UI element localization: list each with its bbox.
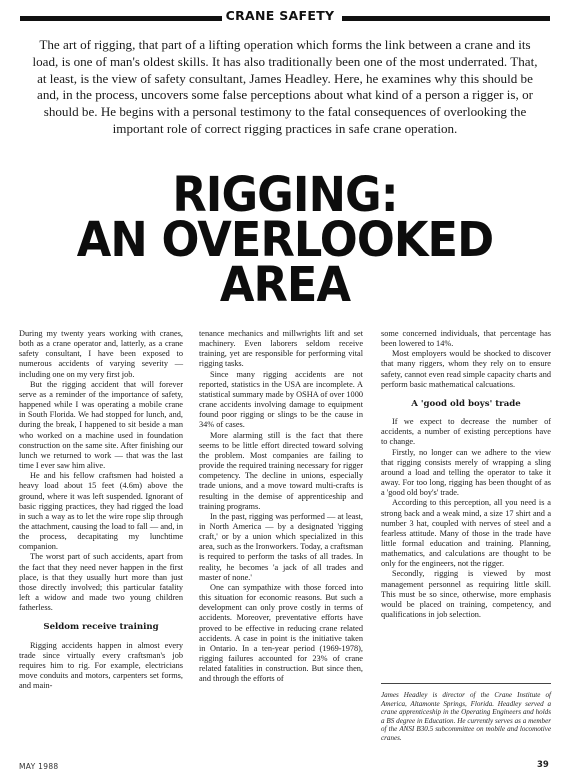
section-label: CRANE SAFETY (225, 8, 335, 23)
body-column-2 (199, 329, 363, 684)
paragraph: But the rigging accident that will forever serve as a reminder of the importance of safety, happened while I was operating a mobile crane in South Florida. We had stopped for lunch, and, during the break, I happened to sit beside a man who worked on a machine used in foundation construction on the same site. After finishing our lunch we returned to work — that was the last time I ever saw him alive. (19, 379, 183, 471)
header-rule-right (342, 16, 550, 21)
paragraph: Most employers would be shocked to discover that many riggers, whom they rely on to ensure safety, cannot even read simple capacity charts and perform basic mathematical calcuations. (381, 349, 551, 389)
title-line-3: AREA (219, 257, 351, 313)
paragraph: Firstly, no longer can we adhere to the view that rigging consists merely of wrapping a sling around a load and telling the operator to take it away. For too long, rigging has been thought of as a 'good old boy's' trade. (381, 447, 551, 498)
paragraph: According to this perception, all you need is a strong back and a weak mind, a size 17 shirt and a number 3 hat, coupled with nerves of steel and a fearless attitude. Many of those in the trade have little formal education and training. Planning, mathematics, and calculations are thought to be only for the engineers, not the rigger. (381, 498, 551, 569)
subheading-good-old-boys-trade: A 'good old boys' trade (411, 398, 521, 409)
paragraph: One can sympathize with those forced into this situation for economic reasons. But such a development can only prove costly in terms of accidents. Moreover, preventative efforts have proved to be effective in reducing crane related accidents. A case in point is the initiative taken in Ontario. In a ten-year period (1969-1978), rigging failures accounted for 23% of crane related fatalities in construction. But since then, and through the efforts of (199, 582, 363, 684)
paragraph: tenance mechanics and millwrights lift and set machinery. Even laborers seldom receive training, yet are responsible for performing vital rigging tasks. (199, 329, 363, 369)
body-column-3 (381, 329, 551, 620)
paragraph: During my twenty years working with cranes, both as a crane operator and, latterly, as a crane safety consultant, I have been exposed to numerous accidents of varying severity — including one on my very first job. (19, 329, 183, 379)
paragraph: More alarming still is the fact that there seems to be little effort directed toward solving the problem. Most companies are failing to provide the required training necessary for rigger competency. The decline in unions, especially trade unions, and a move toward multi-crafts is resulting in the demise of apprenticeship and training programs. (199, 430, 363, 511)
paragraph: some concerned individuals, that percentage has been lowered to 14%. (381, 329, 551, 349)
paragraph: Rigging accidents happen in almost every trade since virtually every craftsman's job requires him to rig. For example, electricians move conduits and motors, carpenters set forms, and main- (19, 640, 183, 691)
header-rule-left (20, 16, 222, 21)
title-line-2: AN OVERLOOKED (76, 212, 494, 268)
paragraph: The worst part of such accidents, apart from the fact that they need never happen in the first place, is that they usually hurt more than just those directly involved; this particular fatality left a widow and made two young children fatherless. (19, 552, 183, 613)
paragraph: If we expect to decrease the number of accidents, a number of existing perceptions have to change. (381, 417, 551, 447)
intro-deck: The art of rigging, that part of a lifting operation which forms the link between a crane and its load, is one of man's oldest skills. It has also traditionally been one of the most underrated. That, at least, is the view of safety consultant, James Headley. Here, he examines why this should be and, in the process, uncovers some false perceptions about what kind of a person a rigger is, or should be. He begins with a personal testimony to the fatal consequences of overlooking the important role of correct rigging practices in safe crane operation. (32, 37, 538, 136)
paragraph: He and his fellow craftsmen had hoisted a heavy load about 15 feet (4.6m) above the ground, where it was left suspended. Ignorant of basic rigging practices, they had rigged the load in such a way as to let the wire rope slip through the attachment, causing the load to fall — and, in the process, decapitating my lunchtime companion. (19, 471, 183, 552)
subheading-seldom-receive-training: Seldom receive training (43, 622, 159, 633)
author-bio: James Headley is director of the Crane Institute of America, Altamonte Springs, Florida. Headley served a crane apprenticeship in the Operating Engineers and holds a BS degree in Education. He currently serves as a member of the ANSI B30.5 subcommittee on mobile and locomotive cranes. (381, 691, 551, 742)
article-title (39, 167, 532, 313)
paragraph: Since many rigging accidents are not reported, statistics in the USA are incomplete. A statistical summary made by OSHA of over 1000 crane accidents involving damage to equipment found poor rigging or slings to be the cause in 34% of cases. (199, 369, 363, 430)
footer-date: MAY 1988 (19, 762, 59, 771)
bio-divider (381, 683, 551, 684)
paragraph: Secondly, rigging is viewed by most management personnel as requiring little skill. This must be so since, otherwise, more emphasis would be placed on training, competency, and qualifications in job selection. (381, 569, 551, 620)
title-line-1: RIGGING: (172, 167, 398, 223)
page-number: 39 (537, 760, 549, 770)
body-column-1 (19, 329, 183, 691)
paragraph: In the past, rigging was performed — at least, in North America — by a designated 'rigging craft,' or by a union which specialized in this area, such as the Ironworkers. Today, a craftsman is required to perform the tasks of all trades. In reality, he becomes 'a jack of all trades and master of none.' (199, 511, 363, 582)
